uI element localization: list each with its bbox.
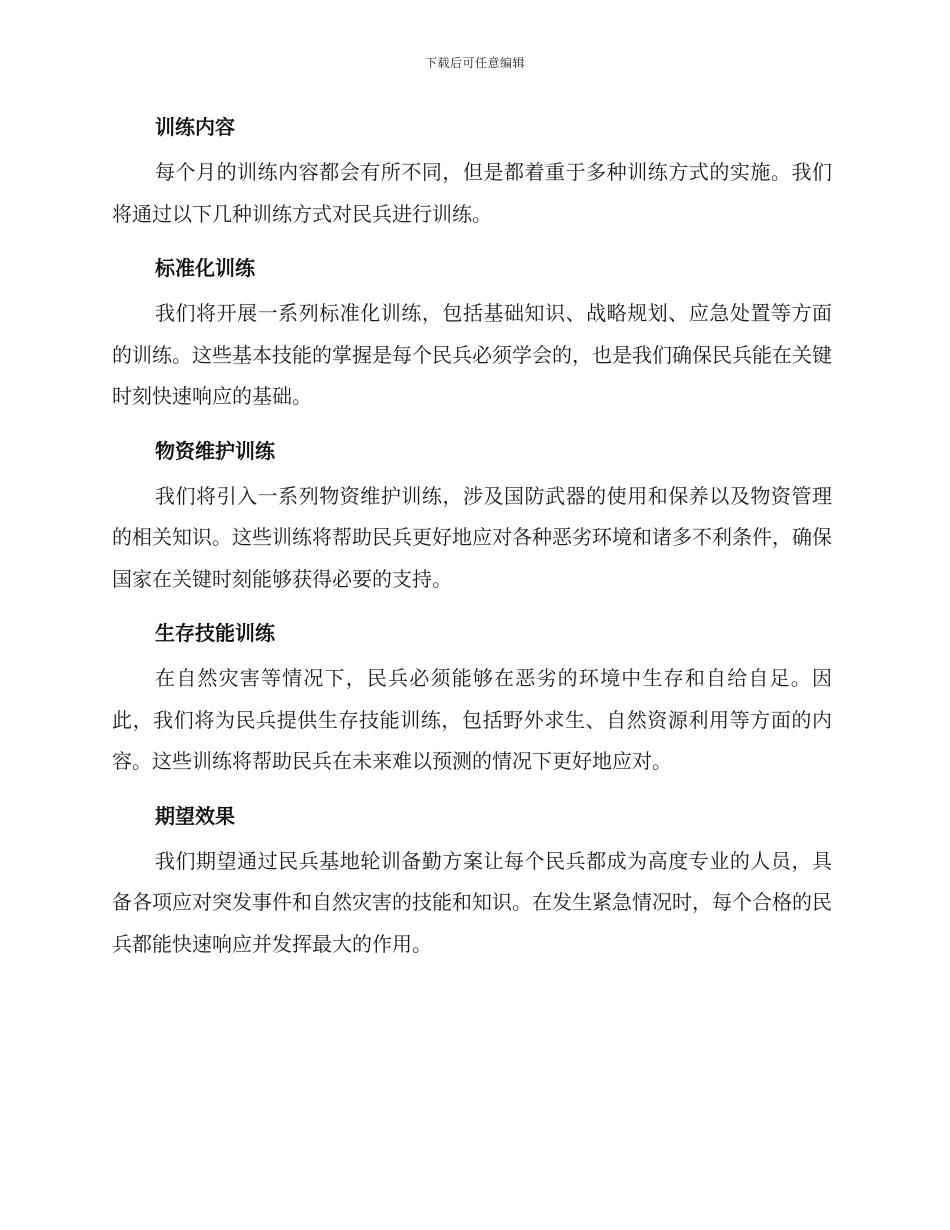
page-header-note: 下载后可任意编辑 — [424, 56, 525, 70]
section-heading-survival-skills-training: 生存技能训练 — [155, 621, 275, 645]
document-body — [112, 108, 832, 979]
section-heading-expected-results: 期望效果 — [155, 803, 235, 828]
section-heading-supply-maintenance-training: 物资维护训练 — [155, 438, 275, 463]
section-heading-training-content: 训练内容 — [155, 115, 235, 139]
section-paragraph-training-content: 每个月的训练内容都会有所不同，但是都着重于多种训练方式的实施。我们将通过以下几种训练方式对民兵进行训练。 — [112, 160, 832, 226]
section-paragraph-supply-maintenance-training: 我们将引入一系列物资维护训练，涉及国防武器的使用和保养以及物资管理的相关知识。这些训练将帮助民兵更好地应对各种恶劣环境和诸多不利条件，确保国家在关键时刻能够获得必要的支持。 — [112, 483, 832, 591]
section-paragraph-expected-results: 我们期望通过民兵基地轮训备勤方案让每个民兵都成为高度专业的人员，具备各项应对突发事件和自然灾害的技能和知识。在发生紧急情况时，每个合格的民兵都能快速响应并发挥最大的作用。 — [112, 848, 832, 956]
section-paragraph-standardized-training: 我们将开展一系列标准化训练，包括基础知识、战略规划、应急处置等方面的训练。这些基本技能的掌握是每个民兵必须学会的，也是我们确保民兵能在关键时刻快速响应的基础。 — [112, 301, 832, 408]
section-paragraph-survival-skills-training: 在自然灾害等情况下，民兵必须能够在恶劣的环境中生存和自给自足。因此，我们将为民兵提供生存技能训练，包括野外求生、自然资源利用等方面的内容。这些训练将帮助民兵在未来难以预测的情况下更好地应对。 — [112, 666, 832, 773]
section-heading-standardized-training: 标准化训练 — [155, 256, 255, 280]
